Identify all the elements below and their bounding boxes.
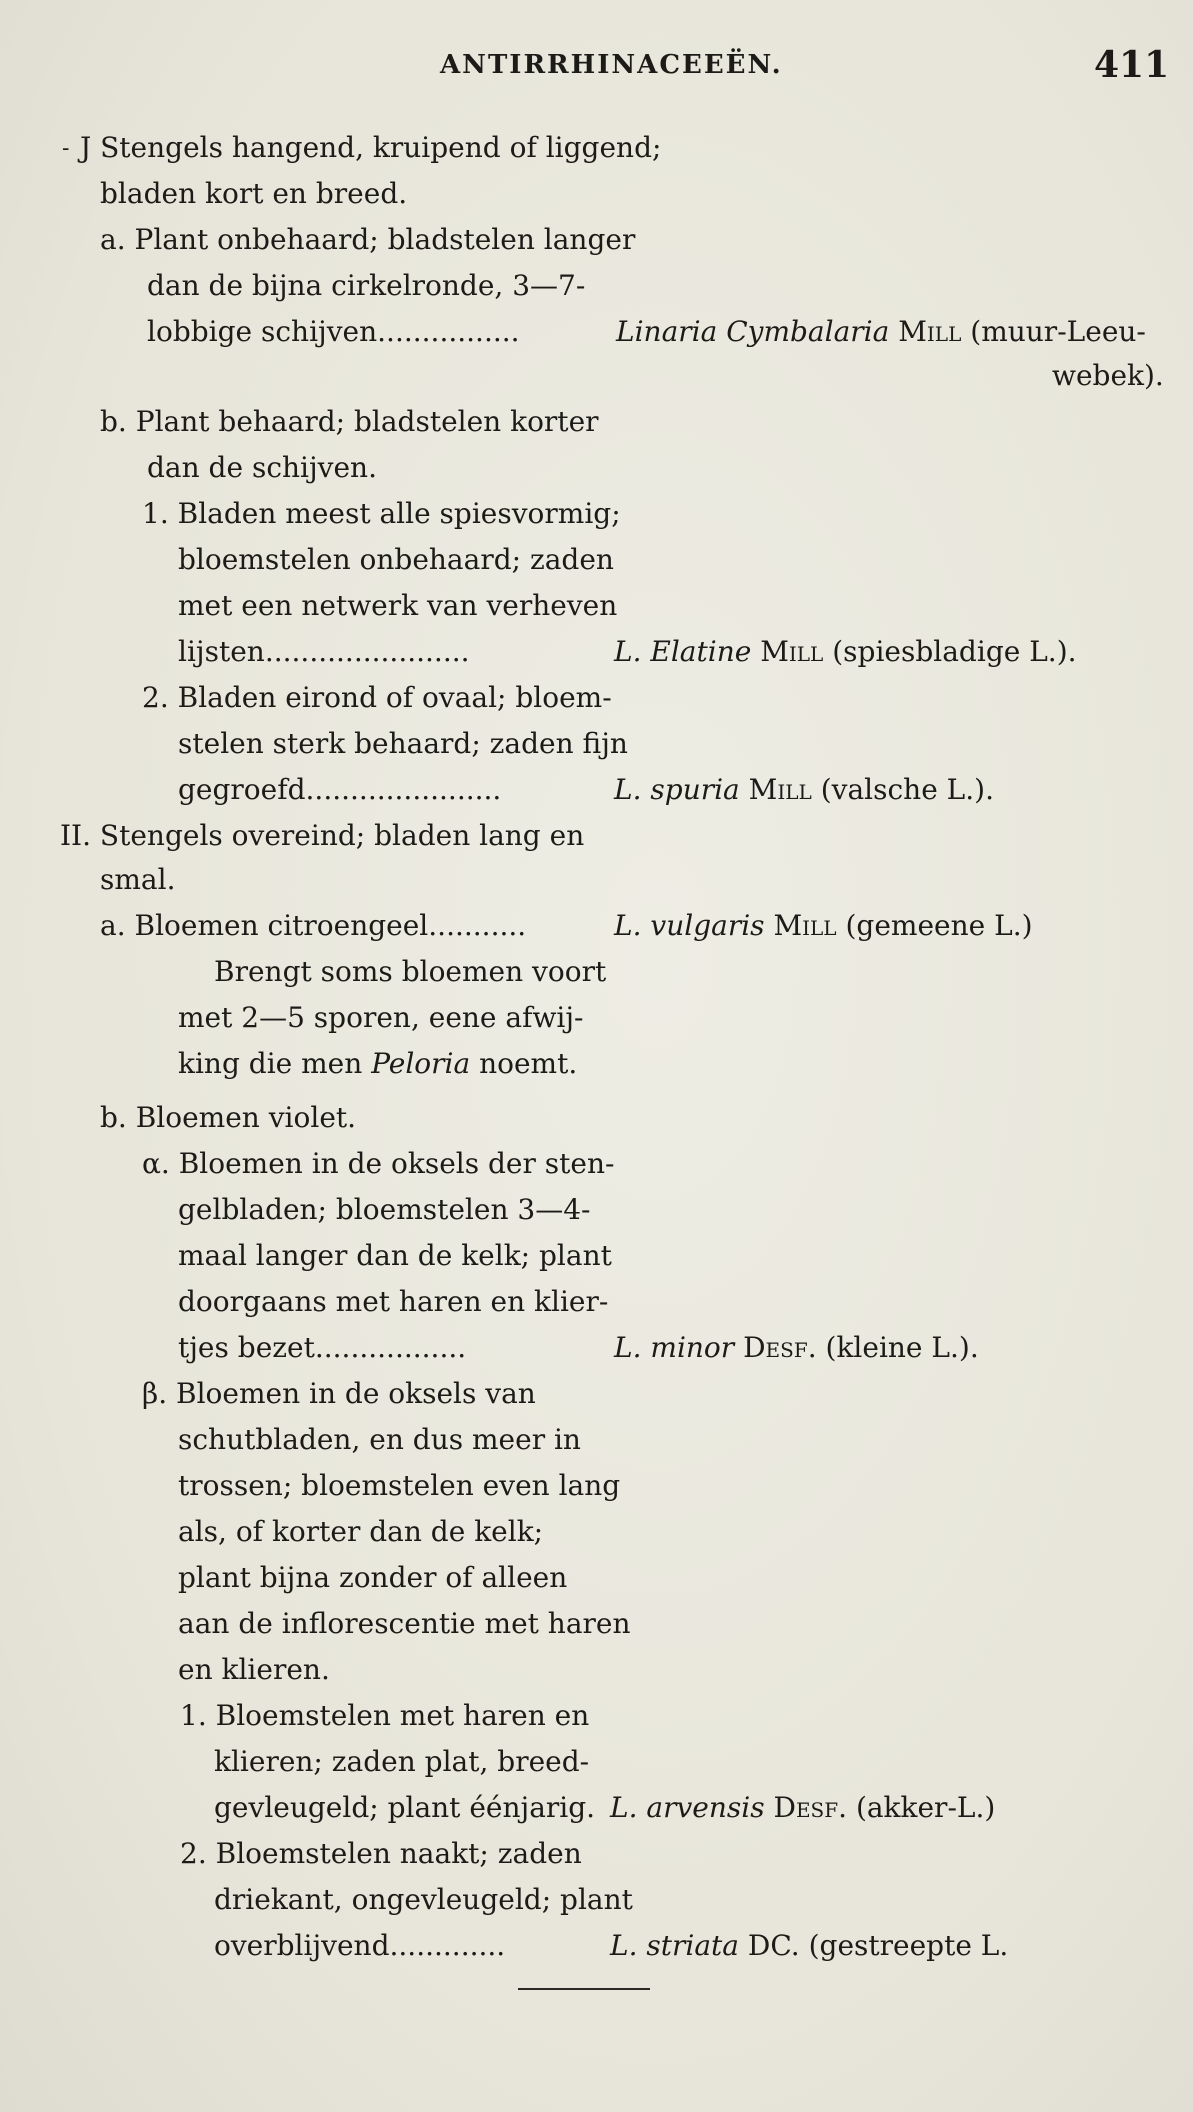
key-line: met 2—5 sporen, eene afwij- (178, 1001, 584, 1034)
key-line: bladen kort en breed. (100, 177, 408, 210)
species-common-name: (valsche L.). (820, 773, 994, 806)
species-binomial: L. vulgaris (614, 909, 765, 942)
key-line: maal langer dan de kelk; plant (178, 1239, 612, 1272)
key-line: doorgaans met haren en klier- (178, 1285, 609, 1318)
key-line: bloemstelen onbehaard; zaden (178, 543, 614, 576)
species-common-name: (spiesbladige L.). (832, 635, 1077, 668)
species-common-name: (gemeene L.) (845, 909, 1033, 942)
species-author: Mill (773, 909, 837, 942)
species-author: Desf. (773, 1791, 848, 1824)
key-line: trossen; bloemstelen even lang (178, 1469, 621, 1502)
key-line: schutbladen, en dus meer in (178, 1423, 581, 1456)
key-line: smal. (100, 863, 176, 896)
key-line: gelbladen; bloemstelen 3—4- (178, 1193, 591, 1226)
species-entry (614, 1331, 979, 1364)
species-common-name: (muur-Leeu- (970, 315, 1146, 348)
species-common-name: (akker-L.) (855, 1791, 996, 1824)
key-line: als, of korter dan de kelk; (178, 1515, 544, 1548)
species-author: Mill (898, 315, 962, 348)
key-line: 1. Bladen meest alle spiesvormig; (142, 497, 621, 530)
key-line: stelen sterk behaard; zaden fijn (178, 727, 628, 760)
species-entry (610, 1791, 996, 1824)
species-author: Desf. (743, 1331, 817, 1364)
species-binomial: L. arvensis (610, 1791, 765, 1824)
species-entry (616, 315, 1146, 348)
species-entry (614, 635, 1077, 668)
species-author: Mill (748, 773, 812, 806)
key-line: b. Bloemen violet. (100, 1101, 357, 1134)
key-line: dan de schijven. (147, 451, 377, 484)
key-line: II. Stengels overeind; bladen lang en (60, 819, 585, 852)
species-binomial: L. spuria (614, 773, 740, 806)
species-entry (610, 1929, 1009, 1962)
page-number: 411 (1094, 44, 1170, 86)
key-line: lobbige schijven................ (147, 315, 520, 348)
key-line: 2. Bloemstelen naakt; zaden (180, 1837, 582, 1870)
key-line: b. Plant behaard; bladstelen korter (100, 405, 599, 438)
key-line: en klieren. (178, 1653, 330, 1686)
key-line: tjes bezet................. (178, 1331, 467, 1364)
key-line: met een netwerk van verheven (178, 589, 618, 622)
species-common-name: (kleine L.). (825, 1331, 979, 1364)
key-line: lijsten....................... (178, 635, 470, 668)
key-line: 2. Bladen eirond of ovaal; bloem- (142, 681, 612, 714)
margin-mark: - (62, 136, 70, 161)
species-binomial: Linaria Cymbalaria (616, 315, 890, 348)
key-line: a. Plant onbehaard; bladstelen langer (100, 223, 636, 256)
key-line: J Stengels hangend, kruipend of liggend; (80, 131, 662, 164)
running-header: ANTIRRHINACEEËN. (440, 50, 783, 80)
species-entry (614, 909, 1033, 942)
key-line: king die men Peloria noemt. (178, 1047, 578, 1080)
key-line: a. Bloemen citroengeel........... (100, 909, 527, 942)
key-line: overblijvend............. (214, 1929, 506, 1962)
key-line: 1. Bloemstelen met haren en (180, 1699, 590, 1732)
species-binomial: L. Elatine (614, 635, 752, 668)
key-line: α. Bloemen in de oksels der sten- (142, 1147, 615, 1180)
key-line: aan de inflorescentie met haren (178, 1607, 631, 1640)
species-author: Mill (760, 635, 824, 668)
species-common-name: webek). (1052, 359, 1164, 392)
species-entry (1052, 359, 1164, 392)
species-entry (614, 773, 994, 806)
key-line: β. Bloemen in de oksels van (142, 1377, 536, 1410)
key-line: Brengt soms bloemen voort (214, 955, 607, 988)
key-line: driekant, ongevleugeld; plant (214, 1883, 633, 1916)
key-line: klieren; zaden plat, breed- (214, 1745, 590, 1778)
key-line: gevleugeld; plant éénjarig. (214, 1791, 596, 1824)
key-line: dan de bijna cirkelronde, 3—7- (147, 269, 586, 302)
species-binomial: L. striata (610, 1929, 739, 1962)
species-author: DC. (747, 1929, 800, 1962)
species-binomial: L. minor (614, 1331, 735, 1364)
key-line: plant bijna zonder of alleen (178, 1561, 568, 1594)
species-common-name: (gestreepte L. (808, 1929, 1009, 1962)
key-line: gegroefd...................... (178, 773, 502, 806)
end-rule (518, 1988, 650, 1990)
